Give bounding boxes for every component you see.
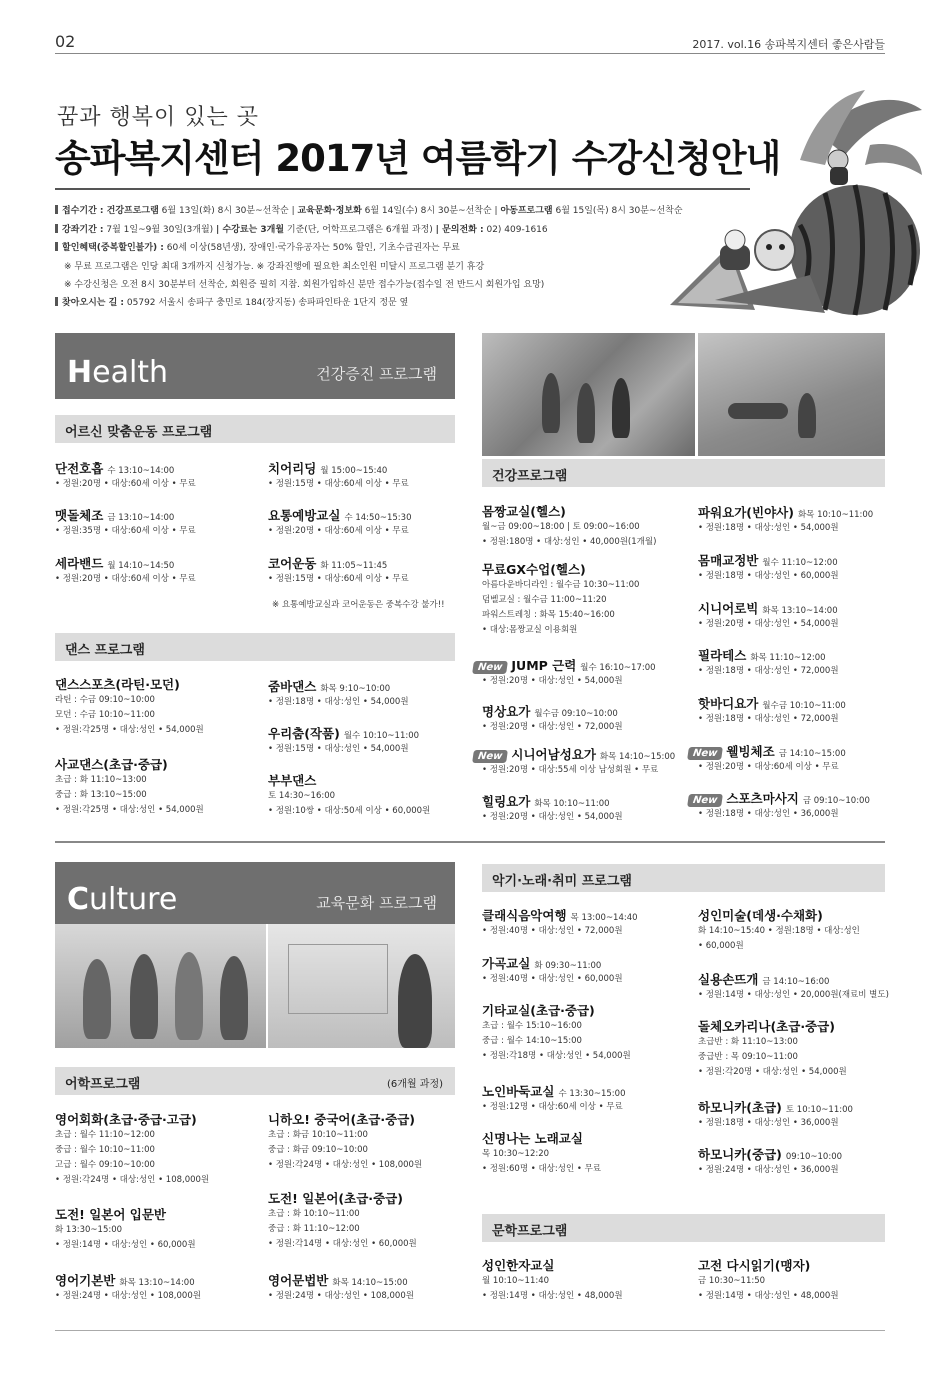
program-item: 니하오! 중국어(초급·중급) 초급 : 화금 10:10~11:00 중급 : 화금 09:10~10:00 • 정원:각24명 • 대상:성인 • 108,000원 [268, 1112, 423, 1170]
new-badge: New [687, 747, 723, 760]
program-item: 파워요가(빈야사) 화목 10:10~11:00 • 정원:18명 • 대상:성인 • 54,000원 [698, 505, 874, 533]
notice-registration: 접수기간 : 건강프로그램 6월 13일(화) 8시 30분~선착순 | 교육문화·정보화 6월 14일(수) 8시 30분~선착순 | 아동프로그램 6월 15일(목) 8시 30분~선착순 [55, 203, 683, 216]
header-rule [55, 53, 885, 54]
program-item: 핫바디요가 월수금 10:10~11:00 • 정원:18명 • 대상:성인 • 72,000원 [698, 696, 846, 724]
section-divider [55, 841, 885, 843]
health-banner-title: Health [67, 355, 169, 390]
page-title: 송파복지센터 2017년 여름학기 수강신청안내 [55, 137, 781, 180]
program-item: 맷돌체조 금 13:10~14:00 • 정원:35명 • 대상:60세 이상 • 무료 [55, 508, 196, 536]
new-badge: New [687, 794, 723, 807]
notice-first-come: ※ 수강신청은 오전 8시 30분부터 선착순, 회원증 필히 지참. 회원가입하신 분만 접수가능(접수일 전 반드시 회원가입 요망) [64, 280, 545, 290]
program-item: 기타교실(초급·중급) 초급 : 월수 15:10~16:00 중급 : 월수 14:10~15:00 • 정원:각18명 • 대상:성인 • 54,000원 [482, 1003, 631, 1061]
program-item: New 웰빙체조 금 14:10~15:00 • 정원:20명 • 대상:60세 이상 • 무료 [688, 742, 846, 775]
program-item: 노인바둑교실 수 13:30~15:00 • 정원:12명 • 대상:60세 이상 • 무료 [482, 1084, 626, 1112]
program-item: 부부댄스 토 14:30~16:00 • 정원:10쌍 • 대상:50세 이상 • 60,000원 [268, 773, 431, 816]
program-item: 영어기본반 화목 13:10~14:00 • 정원:24명 • 대상:성인 • 108,000원 [55, 1273, 201, 1301]
footer-rule [55, 1330, 885, 1331]
notice-period: 강좌기간 : 7월 1일~9월 30일(3개월) | 수강료는 3개월 기준(단, 어학프로그램은 6개월 과정) | 문의전화 : 02) 409-1616 [55, 222, 548, 235]
category-dance: 댄스 프로그램 [55, 633, 455, 661]
culture-banner-subtitle: 교육문화 프로그램 [316, 894, 437, 912]
program-item: 세라밴드 월 14:10~14:50 • 정원:20명 • 대상:60세 이상 • 무료 [55, 556, 196, 584]
program-item: 우리춤(작품) 월수 10:10~11:00 • 정원:15명 • 대상:성인 • 54,000원 [268, 726, 420, 754]
program-item: 영어문법반 화목 14:10~15:00 • 정원:24명 • 대상:성인 • 108,000원 [268, 1273, 414, 1301]
program-item: 치어리딩 월 15:00~15:40 • 정원:15명 • 대상:60세 이상 • 무료 [268, 461, 409, 489]
notice-directions: 찾아오시는 길 : 05792 서울시 송파구 충민로 184(장지동) 송파파인타운 1단지 정문 옆 [55, 295, 408, 308]
program-item: 영어회화(초급·중급·고급) 초급 : 월수 11:10~12:00 중급 : 월수 10:10~11:00 고급 : 월수 09:10~10:00 • 정원:각24명 • 대상:성인 • 108,000원 [55, 1112, 210, 1185]
new-badge: New [472, 750, 508, 763]
program-item: 성인한자교실 월 10:10~11:40 • 정원:14명 • 대상:성인 • 48,000원 [482, 1258, 623, 1301]
issue-info: 2017. vol.16 송파복지센터 좋은사람들 [692, 38, 885, 51]
program-item: 몸매교정반 월수 11:10~12:00 • 정원:18명 • 대상:성인 • 60,000원 [698, 553, 839, 581]
program-item: 필라테스 화목 11:10~12:00 • 정원:18명 • 대상:성인 • 72,000원 [698, 648, 839, 676]
program-item: 실용손뜨개 금 14:10~16:00 • 정원:14명 • 대상:성인 • 20,000원(재료비 별도) [698, 972, 889, 1000]
program-item: 고전 다시읽기(맹자) 금 10:30~11:50 • 정원:14명 • 대상:성인 • 48,000원 [698, 1258, 839, 1301]
program-item: 무료GX수업(헬스) 아름다운바디라인 : 월수금 10:30~11:00 덤벨교실 : 월수금 11:00~11:20 파워스트레칭 : 화목 15:40~16:00 • 대상:몸짱교실 이용회원 [482, 562, 640, 635]
program-item: 힐링요가 화목 10:10~11:00 • 정원:20명 • 대상:성인 • 54,000원 [482, 794, 623, 822]
page-number: 02 [55, 32, 76, 51]
yoga-class-photo [698, 333, 885, 456]
category-literature: 문학프로그램 [482, 1214, 885, 1242]
culture-banner-title: Culture [67, 882, 178, 917]
program-item: 클래식음악여행 목 13:00~14:40 • 정원:40명 • 대상:성인 • 72,000원 [482, 908, 638, 936]
language-course-length: (6개월 과정) [387, 1079, 443, 1090]
program-item: 줌바댄스 화목 9:10~10:00 • 정원:18명 • 대상:성인 • 54,000원 [268, 679, 409, 707]
program-item: 시니어로빅 화목 13:10~14:00 • 정원:20명 • 대상:성인 • 54,000원 [698, 601, 839, 629]
category-health-program: 건강프로그램 [482, 459, 885, 487]
program-item: New 스포츠마사지 금 09:10~10:00 • 정원:18명 • 대상:성인 • 36,000원 [688, 789, 870, 822]
watermelon-illustration [640, 75, 925, 320]
program-item: 하모니카(초급) 토 10:10~11:00 • 정원:18명 • 대상:성인 • 36,000원 [698, 1100, 853, 1128]
notice-free-limit: ※ 무료 프로그램은 인당 최대 3개까지 신청가능. ※ 강좌진행에 필요한 최소인원 미달시 프로그램 분기 휴강 [64, 262, 485, 272]
program-item: 도전! 일본어(초급·중급) 초급 : 화 10:10~11:00 중급 : 화 11:10~12:00 • 정원:각14명 • 대상:성인 • 60,000원 [268, 1191, 417, 1249]
category-music-hobby: 악기·노래·취미 프로그램 [482, 864, 885, 892]
page-subtitle: 꿈과 행복이 있는 곳 [57, 105, 259, 130]
art-class-photo [268, 924, 455, 1048]
program-item: 사교댄스(초급·중급) 초급 : 화 11:10~13:00 중급 : 화 13:10~15:00 • 정원:각25명 • 대상:성인 • 54,000원 [55, 757, 204, 815]
harmonica-class-photo [55, 924, 266, 1048]
culture-banner [55, 862, 455, 924]
new-badge: New [472, 661, 508, 674]
program-item: 단전호흡 수 13:10~14:00 • 정원:20명 • 대상:60세 이상 • 무료 [55, 461, 196, 489]
program-item: 몸짱교실(헬스) 월~금 09:00~18:00 | 토 09:00~16:00 • 정원:180명 • 대상:성인 • 40,000원(1개월) [482, 504, 657, 547]
program-item: 댄스스포츠(라틴·모던) 라틴 : 수금 09:10~10:00 모던 : 수금 10:10~11:00 • 정원:각25명 • 대상:성인 • 54,000원 [55, 677, 204, 735]
gym-class-photo [482, 333, 695, 456]
elder-note: ※ 요통예방교실과 코어운동은 중복수강 불가!! [272, 600, 445, 610]
category-language: 어학프로그램 (6개월 과정) [55, 1067, 455, 1095]
program-item: New 시니어남성요가 화목 14:10~15:00 • 정원:20명 • 대상:55세 이상 남성회원 • 무료 [473, 745, 675, 778]
program-item: 가곡교실 화 09:30~11:00 • 정원:40명 • 대상:성인 • 60,000원 [482, 956, 623, 984]
health-banner [55, 333, 455, 399]
health-banner-subtitle: 건강증진 프로그램 [316, 365, 437, 383]
program-item: 도전! 일본어 입문반 화 13:30~15:00 • 정원:14명 • 대상:성인 • 60,000원 [55, 1207, 196, 1250]
program-item: 하모니카(중급) 09:10~10:00 • 정원:24명 • 대상:성인 • 36,000원 [698, 1147, 843, 1175]
category-elder: 어르신 맞춤운동 프로그램 [55, 415, 455, 443]
program-item: 신명나는 노래교실 목 10:30~12:20 • 정원:60명 • 대상:성인 • 무료 [482, 1131, 601, 1174]
program-item: 코어운동 화 11:05~11:45 • 정원:15명 • 대상:60세 이상 • 무료 [268, 556, 409, 584]
program-item: 요통예방교실 수 14:50~15:30 • 정원:20명 • 대상:60세 이상 • 무료 [268, 508, 412, 536]
program-item: 돌체오카리나(초급·중급) 초급반 : 화 11:10~13:00 중급반 : 목 09:10~11:00 • 정원:각20명 • 대상:성인 • 54,000원 [698, 1019, 847, 1077]
notice-discount: 할인혜택(중복할인불가) : 60세 이상(58년생), 장애인·국가유공자는 50% 할인, 기초수급권자는 무료 [55, 240, 460, 253]
program-item: 명상요가 월수금 09:10~10:00 • 정원:20명 • 대상:성인 • 72,000원 [482, 704, 623, 732]
program-item: 성인미술(데생·수채화) 화 14:10~15:40 • 정원:18명 • 대상:성인 • 60,000원 [698, 908, 860, 951]
program-item: New JUMP 근력 월수 16:10~17:00 • 정원:20명 • 대상:성인 • 54,000원 [473, 656, 656, 689]
